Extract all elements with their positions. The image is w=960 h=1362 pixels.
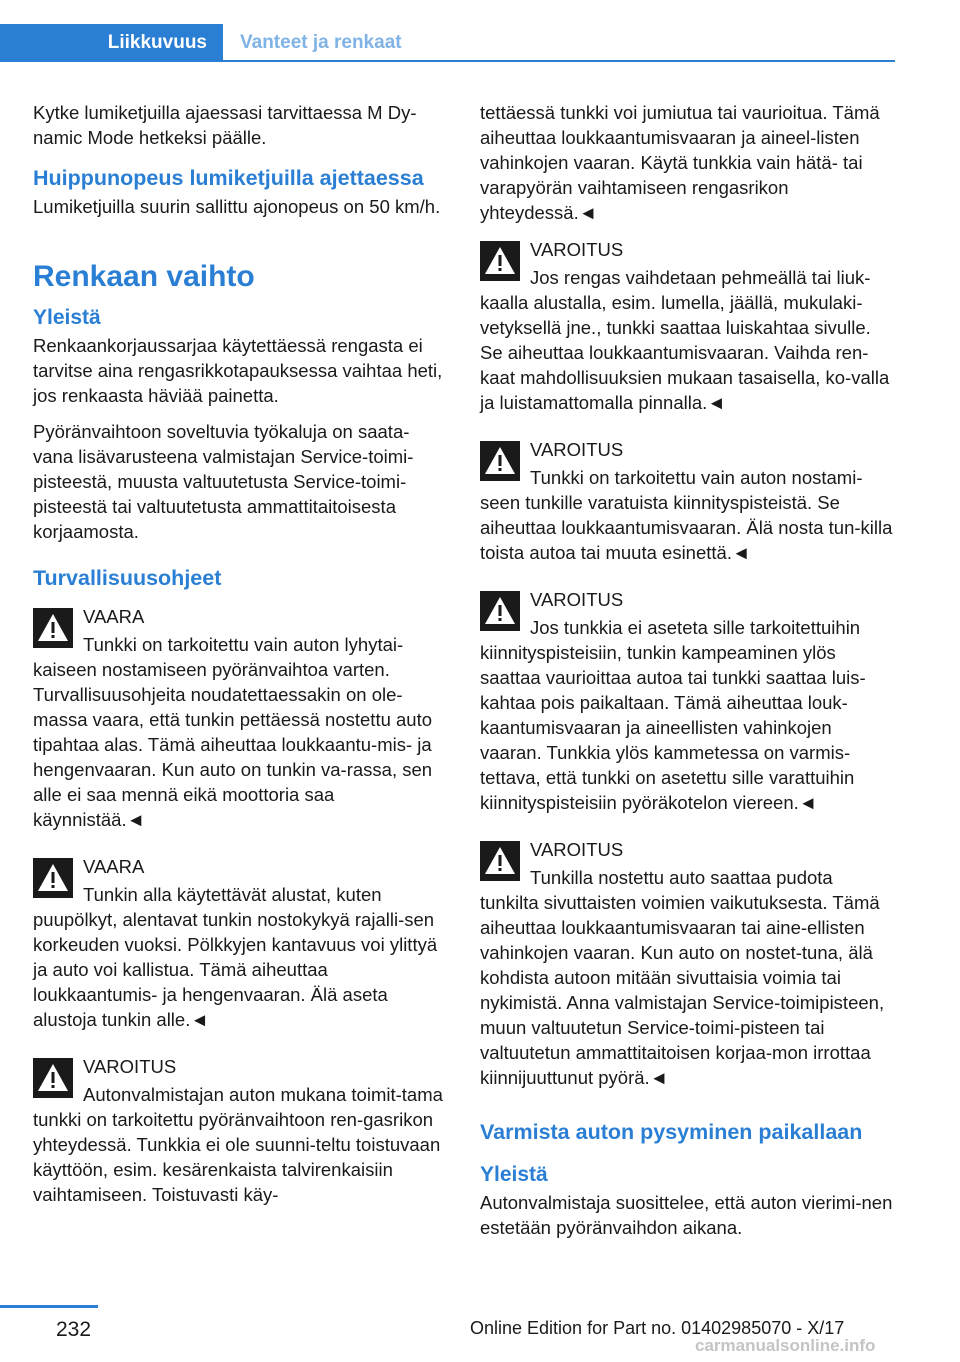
warning-text: Jos rengas vaihdetaan pehmeällä tai liuk-kaalla alustalla, esim. lumella, jäällä, mukulaki-vetyksellä jne., tunkki saattaa luiskahtaa sivulle. Se aiheuttaa loukkaantumisvaaran. Vaihda ren-kaat mahdollisuuksien mukaan tasaisella, ko-valla ja luistamattomalla pinnalla.◄ xyxy=(480,267,890,413)
warning-block-1 xyxy=(33,604,445,842)
warning-triangle-icon xyxy=(33,858,73,898)
warning-triangle-icon xyxy=(480,841,520,881)
warning-triangle-icon xyxy=(33,608,73,648)
general-paragraph-2: Pyöränvaihtoon soveltuvia työkaluja on saata-vana lisävarusteena valmistajan Service-toimi-pisteestä, muusta valtuutetusta Service-toimi-pisteestä tai valtuutetusta ammattitaitoisesta korjaamosta. xyxy=(33,421,414,542)
warning-triangle-icon xyxy=(480,591,520,631)
warning-block-7 xyxy=(480,837,894,1100)
continued-paragraph: tettäessä tunkki voi jumiutua tai vaurioitua. Tämä aiheuttaa loukkaantumisvaaran ja aineel-listen vahinkojen vaaran. Käytä tunkkia vain hätä- tai varapyörän vaihtamiseen rengasrikon yhteydessä.◄ xyxy=(480,102,880,223)
heading-secure-vehicle: Varmista auton pysyminen paikallaan xyxy=(480,1120,863,1144)
warning-block-3 xyxy=(33,1054,445,1217)
right-column xyxy=(480,100,894,1251)
warning-triangle-icon xyxy=(480,241,520,281)
general-2-paragraph: Autonvalmistaja suosittelee, että auton vierimi-nen estetään pyöränvaihdon aikana. xyxy=(480,1192,893,1238)
warning-label: VAARA xyxy=(83,606,145,627)
warning-block-2 xyxy=(33,854,445,1042)
page-header xyxy=(0,24,895,62)
heading-general-2: Yleistä xyxy=(480,1163,548,1186)
heading-tire-change: Renkaan vaihto xyxy=(33,260,255,293)
warning-text: Tunkin alla käytettävät alustat, kuten puupölkyt, alentavat tunkin nostokykyä rajalli-sen korkeuden vuoksi. Pölkkyjen kantavuus voi ylittyä ja auto voi kallistua. Tämä aiheuttaa loukkaantumis- ja hengenvaaran. Älä aseta alustoja tunkin alle.◄ xyxy=(33,884,438,1030)
warning-triangle-icon xyxy=(33,1058,73,1098)
edition-note: Online Edition for Part no. 01402985070 - X/17 xyxy=(470,1318,845,1338)
header-divider xyxy=(223,60,895,62)
warning-block-6 xyxy=(480,587,894,825)
warning-block-5 xyxy=(480,437,894,575)
general-paragraph-1: Renkaankorjaussarjaa käytettäessä rengasta ei tarvitse aina rengasrikkotapauksessa vaihtaa heti, jos renkaasta häviää painetta. xyxy=(33,335,443,406)
warning-text: Jos tunkkia ei aseteta sille tarkoitettuihin kiinnityspisteisiin, tunkin kampeaminen ylös saattaa vaurioittaa autoa tai tunkki saattaa luis-kahtaa pois paikaltaan. Tämä aiheuttaa louk-kaantumisvaaran ja aineellisten vahinkojen vaaran. Tunkkia ylös kammetessa on varmis-tettava, että tunkki on asetettu sille varattuihin kiinnityspisteisiin pyöräkotelon viereen.◄ xyxy=(480,617,866,813)
chapter-tab-active[interactable]: Liikkuvuus xyxy=(0,24,223,62)
warning-label: VAROITUS xyxy=(530,239,624,260)
left-column xyxy=(33,100,445,1217)
section-tab[interactable]: Vanteet ja renkaat xyxy=(240,32,402,53)
speed-paragraph: Lumiketjuilla suurin sallittu ajonopeus on 50 km/h. xyxy=(33,196,441,217)
warning-label: VAROITUS xyxy=(530,439,624,460)
intro-paragraph: Kytke lumiketjuilla ajaessasi tarvittaessa M Dy-namic Mode hetkeksi päälle. xyxy=(33,102,417,148)
heading-safety: Turvallisuusohjeet xyxy=(33,566,222,590)
warning-label: VAROITUS xyxy=(83,1056,177,1077)
warning-triangle-icon xyxy=(480,441,520,481)
watermark: carmanualsonline.info xyxy=(695,1336,876,1355)
footer-divider xyxy=(0,1305,98,1308)
warning-block-4 xyxy=(480,237,894,425)
warning-label: VAROITUS xyxy=(530,589,624,610)
warning-text: Tunkki on tarkoitettu vain auton lyhytai-kaiseen nostamiseen pyöränvaihtoa varten. Turvallisuusohjeita noudatettaessakin on ole-massa vaara, että tunkin pettäessä nostettu auto tipahtaa alas. Tämä aiheuttaa loukkaantu-mis- ja hengenvaaran. Kun auto on tunkin va-rassa, sen alle ei saa mennä eikä moottoria saa käynnistää.◄ xyxy=(33,634,433,830)
heading-speed: Huippunopeus lumiketjuilla ajettaessa xyxy=(33,166,424,190)
warning-text: Autonvalmistajan auton mukana toimit-tama tunkki on tarkoitettu pyöränvaihtoon ren-gasrikon yhteydessä. Tunkkia ei ole suunni-teltu toistuvaan käyttöön, esim. kesärenkaista talvirenkaisiin vaihtamiseen. Toistuvasti käy- xyxy=(33,1084,443,1205)
warning-text: Tunkki on tarkoitettu vain auton nostami-seen tunkille varatuista kiinnityspisteistä. Se aiheuttaa loukkaantumisvaaran. Älä nosta tun-killa toista autoa tai muuta esinettä.◄ xyxy=(480,467,893,563)
heading-general: Yleistä xyxy=(33,306,101,329)
warning-label: VAROITUS xyxy=(530,839,624,860)
warning-label: VAARA xyxy=(83,856,145,877)
page-number: 232 xyxy=(56,1318,92,1341)
warning-text: Tunkilla nostettu auto saattaa pudota tunkilta sivuttaisten voimien vaikutuksesta. Tämä aiheuttaa loukkaantumisvaaran tai aine-ellisten vahinkojen vaaran. Kun auto on nostet-tuna, älä kohdista autoon mitään sivuttaisia voimia tai nykimistä. Anna valmistajan Service-toimipisteen, muun valtuutetun Service-toimi-pisteen tai valtuutetun ammattitaitoisen korjaa-mon irrottaa kiinnijuuttunut pyörä.◄ xyxy=(480,867,885,1088)
